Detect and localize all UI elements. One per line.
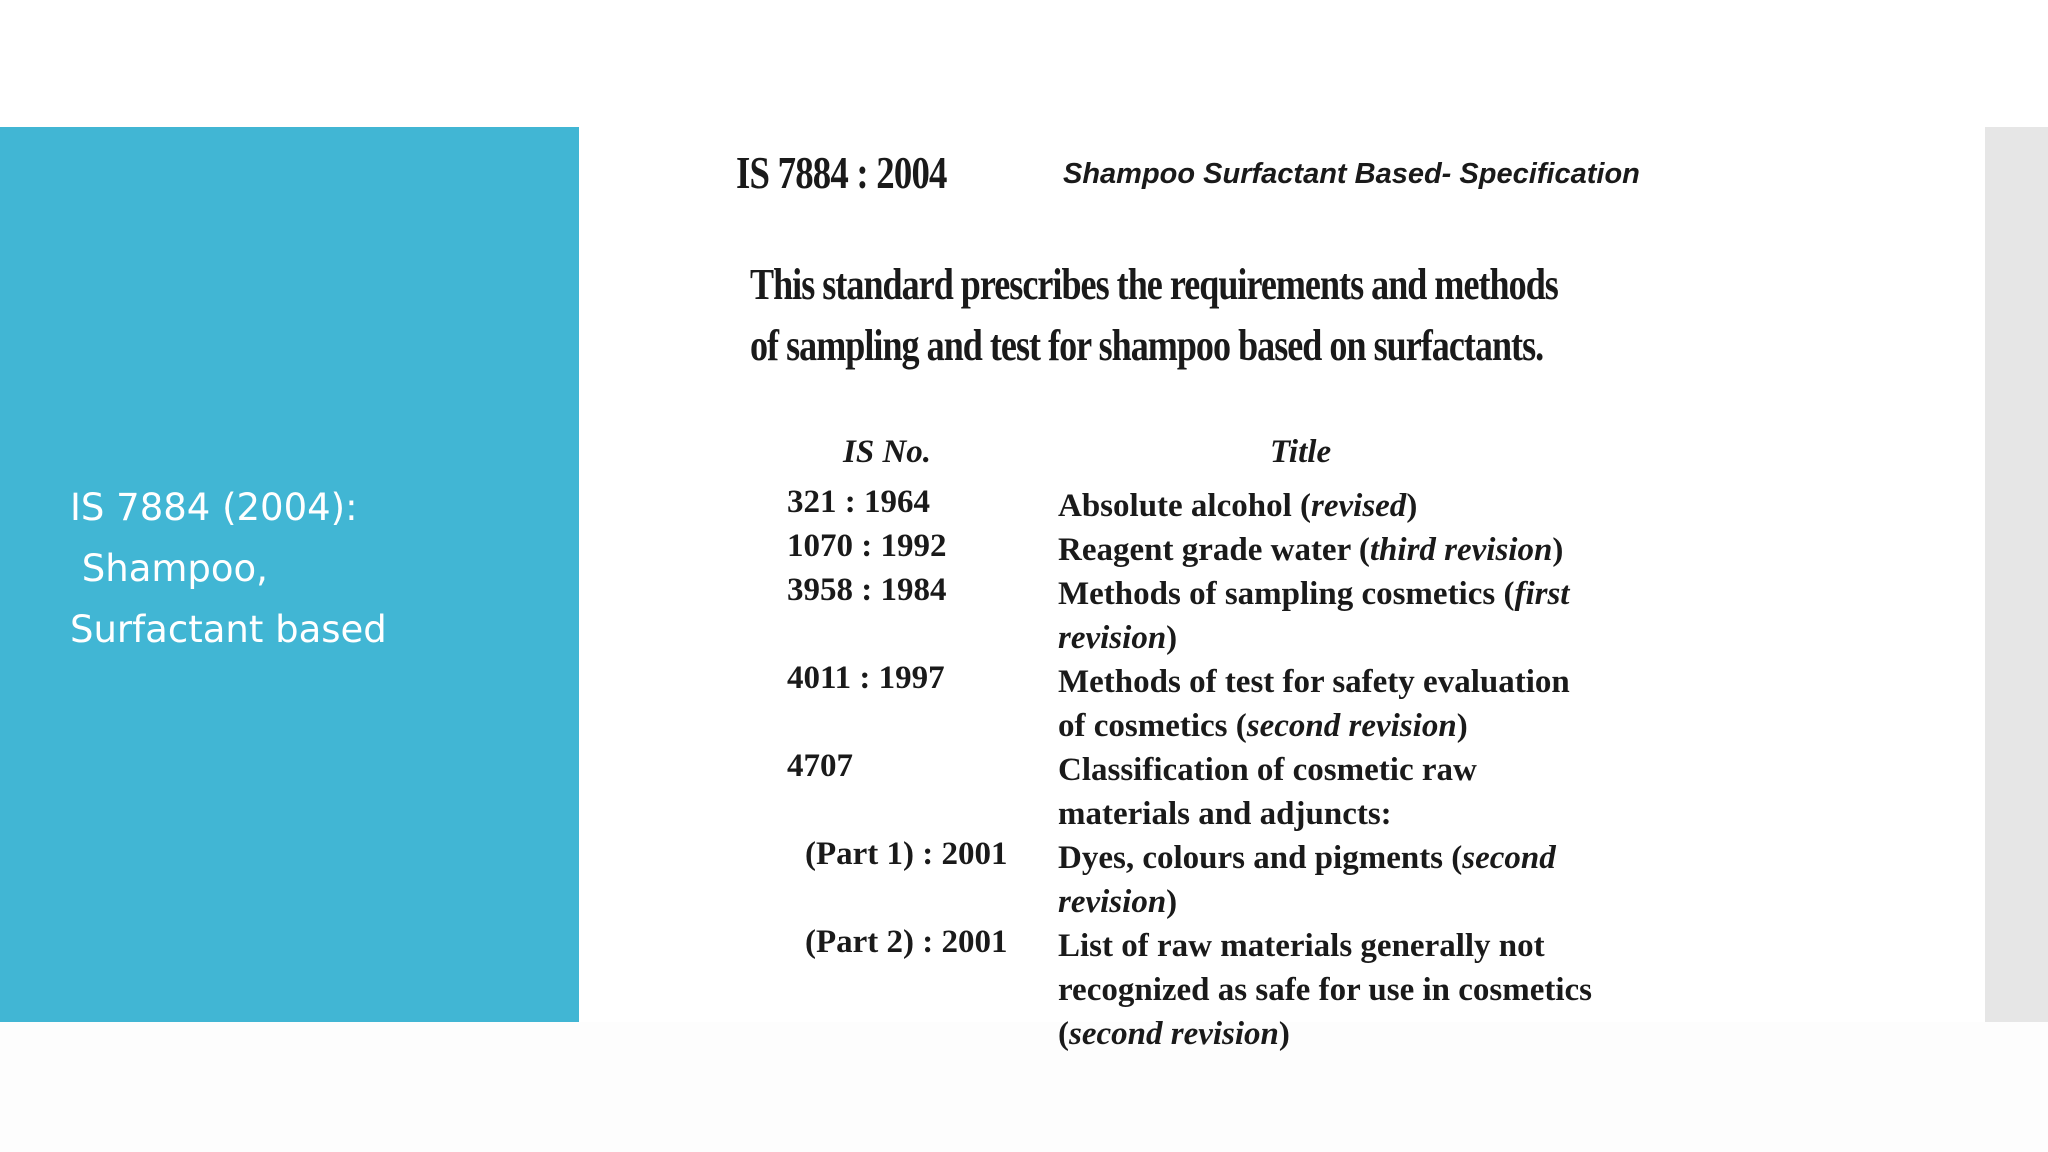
title-text-end: ) [1406, 488, 1418, 524]
title-text: Methods of sampling cosmetics ( [1058, 576, 1515, 612]
table-header-title: Title [1270, 434, 1332, 470]
title-text-italic: second revision [1246, 708, 1457, 744]
title-text-end: ) [1552, 532, 1564, 568]
title-line [1058, 748, 1598, 792]
table-cell-title [1058, 924, 1598, 1056]
title-text: Classification of cosmetic raw [1058, 752, 1477, 788]
title-text: recognized as safe for use in cosmetics [1058, 972, 1593, 1008]
title-text-italic: revision [1058, 884, 1167, 920]
table-cell-isno: 3958 : 1984 [787, 572, 947, 608]
table-cell-isno: 1070 : 1992 [787, 528, 947, 564]
title-text-italic: revised [1311, 488, 1407, 524]
title-line [1058, 924, 1598, 968]
caption-line-1: IS 7884 (2004): [70, 486, 358, 529]
caption-line-2: Shampoo, [70, 547, 268, 590]
title-text: Absolute alcohol ( [1058, 488, 1312, 524]
table-cell-isno: 4707 [787, 748, 853, 784]
table-cell-title [1058, 484, 1598, 528]
table-cell-isno: 4011 : 1997 [787, 660, 945, 696]
table-cell-isno: (Part 1) : 2001 [805, 836, 1008, 872]
table-cell-isno: (Part 2) : 2001 [805, 924, 1008, 960]
title-text: ( [1058, 1016, 1069, 1052]
intro-paragraph [750, 254, 1570, 376]
title-text-italic: third revision [1369, 532, 1553, 568]
table-cell-title [1058, 836, 1598, 924]
title-line [1058, 792, 1598, 836]
title-line [1058, 484, 1598, 528]
title-line [1058, 704, 1598, 748]
title-line [1058, 572, 1598, 616]
title-line [1058, 836, 1598, 880]
standard-title: Shampoo Surfactant Based- Specification [1063, 158, 1640, 190]
title-text-italic: revision [1058, 620, 1167, 656]
intro-line-1: This standard prescribes the requirements and methods [750, 260, 1558, 309]
title-line [1058, 660, 1598, 704]
title-text: materials and adjuncts: [1058, 796, 1392, 832]
caption-line-3: Surfactant based [70, 608, 387, 651]
table-cell-title [1058, 572, 1598, 660]
title-text-end: ) [1166, 620, 1178, 656]
title-line [1058, 880, 1598, 924]
table-cell-isno: 321 : 1964 [787, 484, 930, 520]
title-text-end: ) [1166, 884, 1178, 920]
standard-code: IS 7884 : 2004 [736, 147, 947, 198]
title-text-italic: first [1514, 576, 1570, 612]
table-cell-title [1058, 528, 1598, 572]
title-text: Reagent grade water ( [1058, 532, 1370, 568]
title-text: Methods of test for safety evaluation [1058, 664, 1570, 700]
title-text: Dyes, colours and pigments ( [1058, 840, 1463, 876]
intro-line-2: of sampling and test for shampoo based on surfactants. [750, 321, 1544, 370]
title-text-end: ) [1278, 1016, 1290, 1052]
table-cell-title [1058, 660, 1598, 748]
title-text-end: ) [1456, 708, 1468, 744]
title-text-italic: second revision [1069, 1016, 1279, 1052]
title-text-italic: second [1462, 840, 1556, 876]
title-line [1058, 616, 1598, 660]
title-line [1058, 968, 1598, 1012]
table-header-isno: IS No. [843, 434, 932, 470]
title-text: List of raw materials generally not [1058, 928, 1545, 964]
title-text: of cosmetics ( [1058, 708, 1247, 744]
table-cell-title [1058, 748, 1598, 836]
title-line [1058, 1012, 1598, 1056]
title-line [1058, 528, 1598, 572]
